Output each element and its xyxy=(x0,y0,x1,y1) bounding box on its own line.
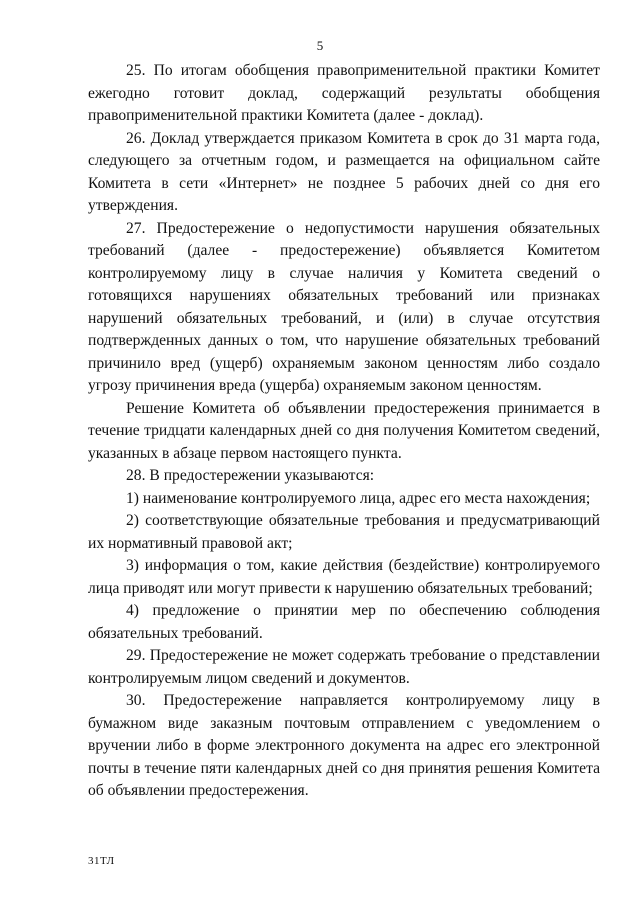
paragraph-30: 30. Предостережение направляется контролируемому лицу в бумажном виде заказным почтовым отправлением с уведомлением о вручении либо в форме электронного документа на адрес его электронной почты в течение пяти календарных дней со дня принятия решения Комитета об объявлении предостережения. xyxy=(88,692,600,799)
list-item-2: 2) соответствующие обязательные требования и предусматривающий их нормативный правовой акт; xyxy=(88,512,600,552)
list-item-4: 4) предложение о принятии мер по обеспечению соблюдения обязательных требований. xyxy=(88,602,600,642)
paragraph-28: 28. В предостережении указываются: xyxy=(126,467,375,484)
footer-code: 31ТЛ xyxy=(88,855,115,867)
paragraph-25: 25. По итогам обобщения правоприменительной практики Комитет ежегодно готовит доклад, содержащий результаты обобщения правоприменительной практики Комитета (далее - доклад). xyxy=(88,62,600,124)
paragraph-26: 26. Доклад утверждается приказом Комитета в срок до 31 марта года, следующего за отчетным годом, и размещается на официальном сайте Комитета в сети «Интернет» не позднее 5 рабочих дней со дня его утверждения. xyxy=(88,129,600,214)
list-item-1: 1) наименование контролируемого лица, адрес его места нахождения; xyxy=(126,489,591,507)
list-item-3: 3) информация о том, какие действия (бездействие) контролируемого лица приводят или могут привести к нарушению обязательных требований; xyxy=(88,557,600,597)
page-number: 5 xyxy=(316,38,324,53)
document-body xyxy=(88,60,600,803)
paragraph-27: 27. Предостережение о недопустимости нарушения обязательных требований (далее - предостережение) объявляется Комитетом контролируемому лицу в случае наличия у Комитета сведений о готовящихся нарушениях обязательных требований или признаках нарушений обязательных требований, и (или) в случае отсутствия подтвержденных данных о том, что нарушение обязательных требований причинило вред (ущерб) охраняемым законом ценностям либо создало угрозу причинения вреда (ущерба) охраняемым законом ценностям. xyxy=(88,219,600,394)
paragraph-29: 29. Предостережение не может содержать требование о представлении контролируемым лицом сведений и документов. xyxy=(88,647,600,687)
paragraph-27-decision: Решение Комитета об объявлении предостережения принимается в течение тридцати календарных дней со дня получения Комитетом сведений, указанных в абзаце первом настоящего пункта. xyxy=(88,399,600,462)
